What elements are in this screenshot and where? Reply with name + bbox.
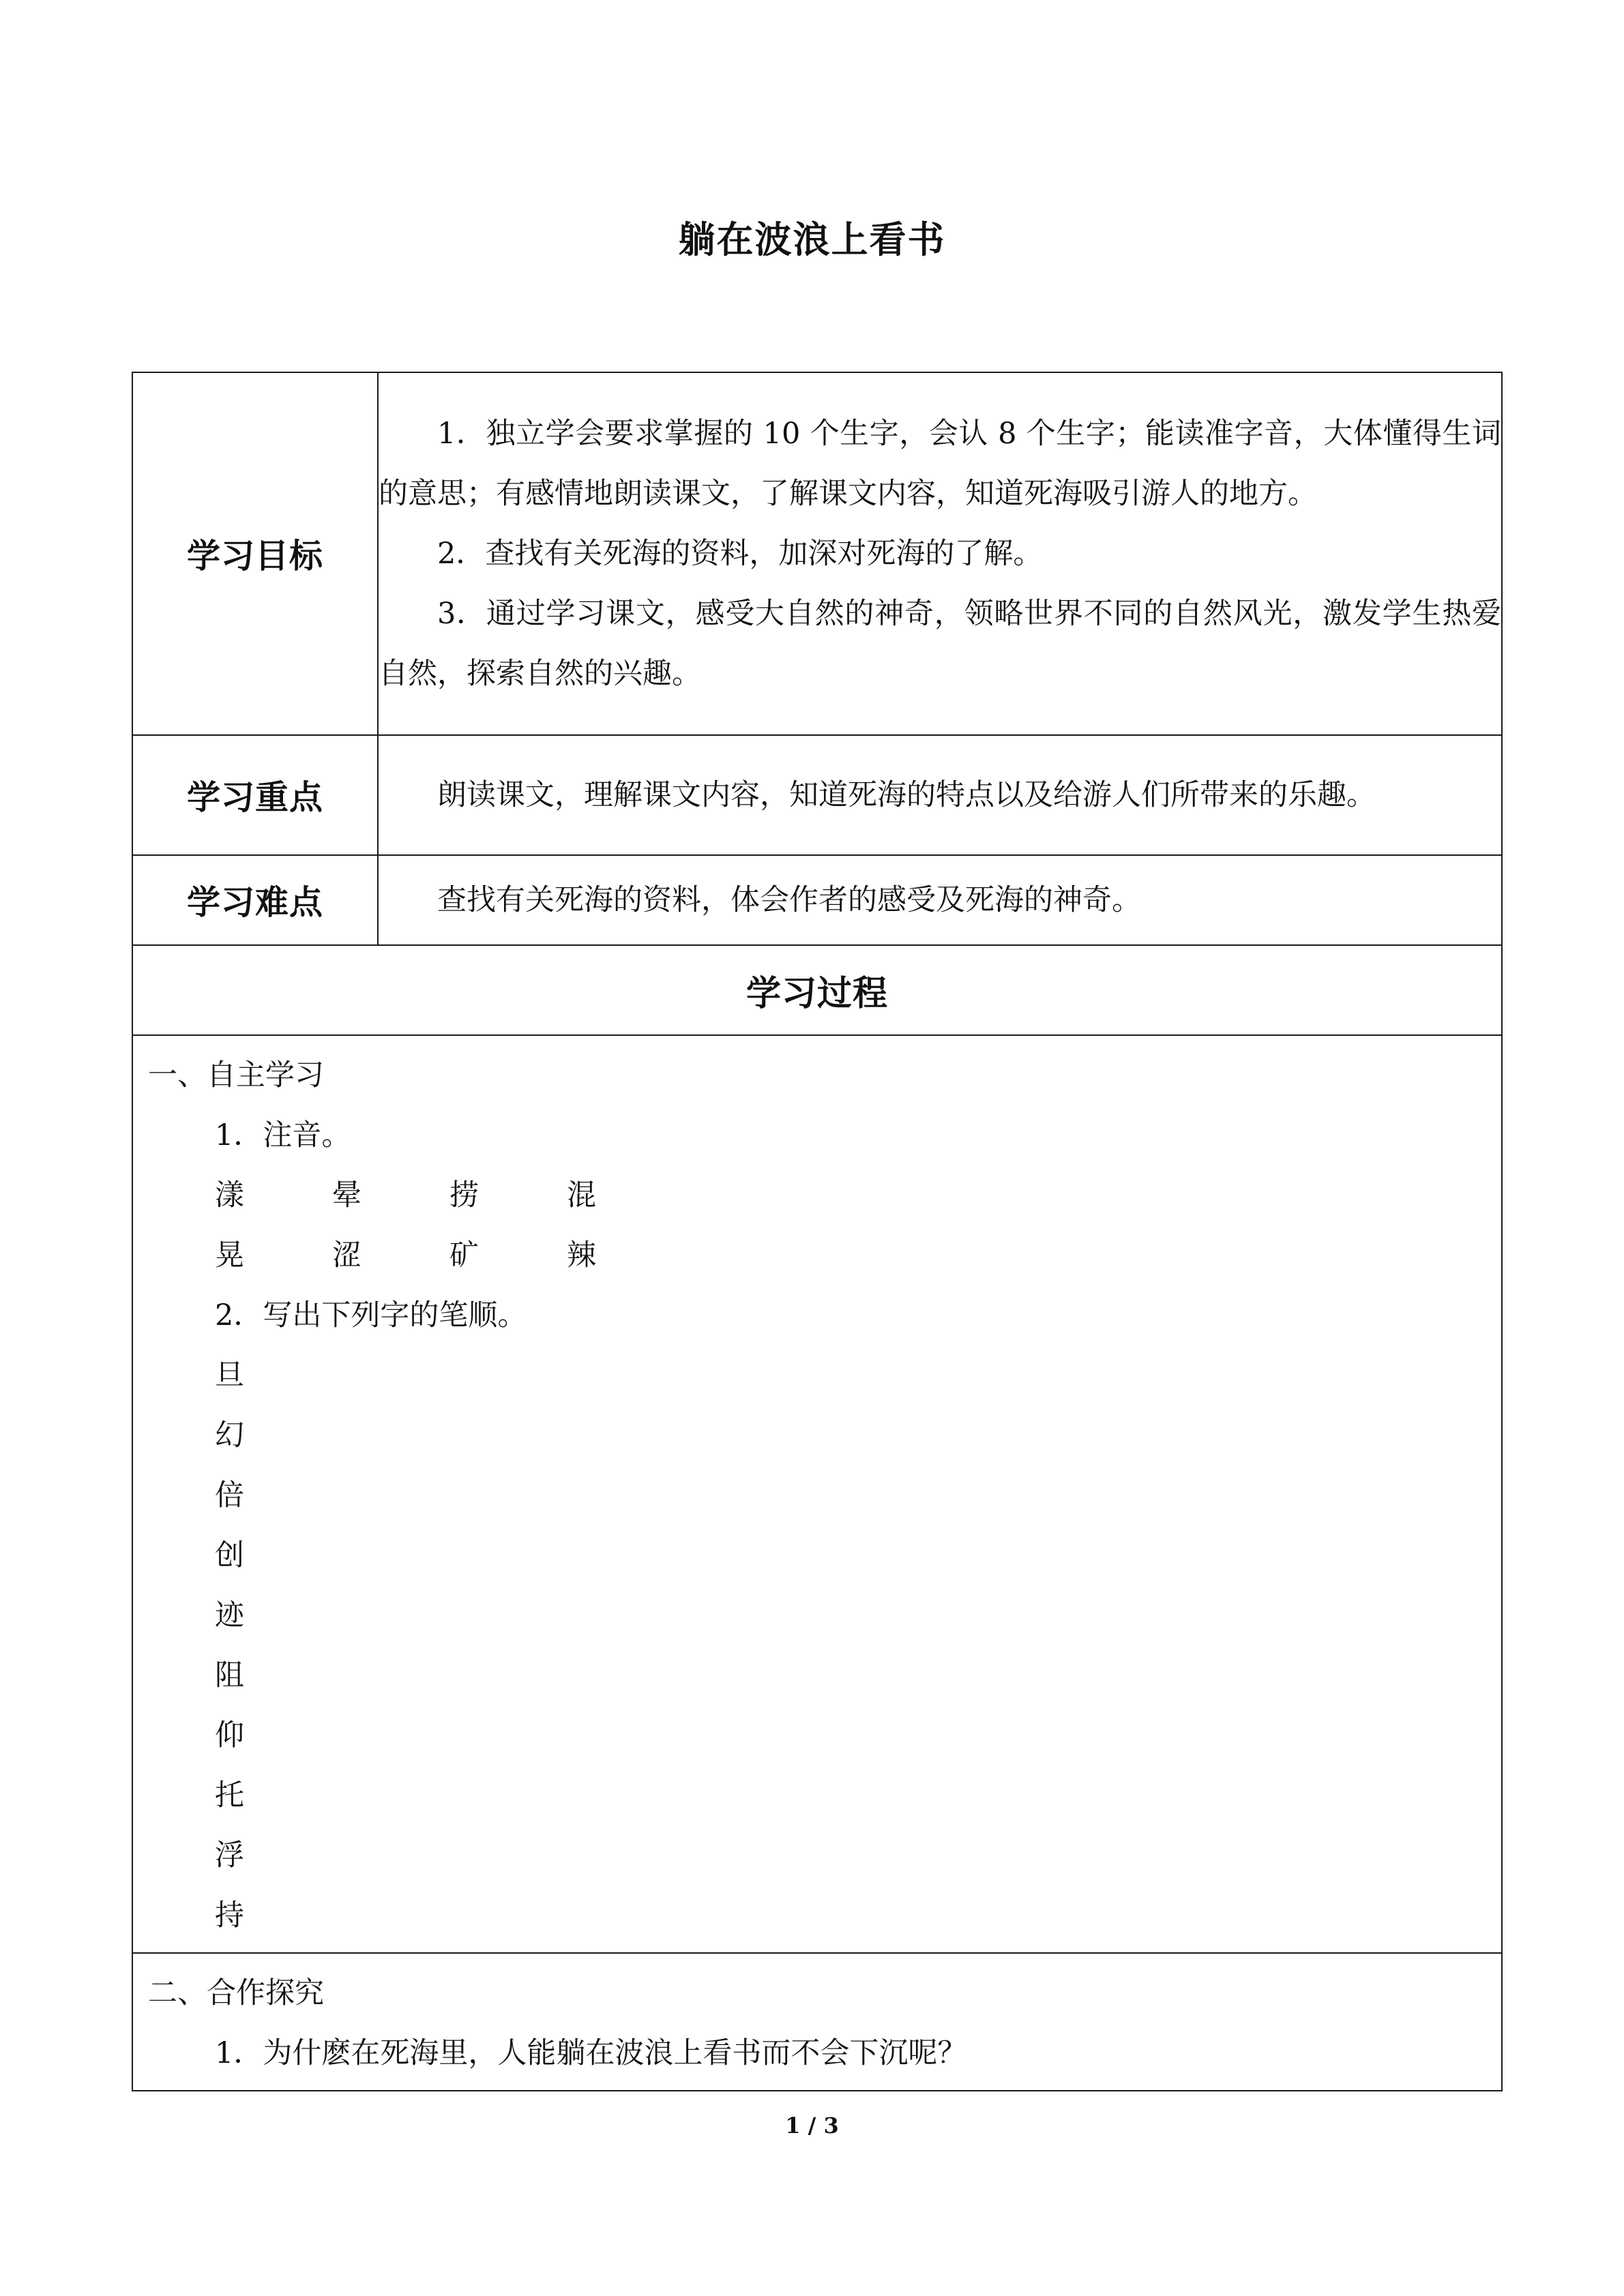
focus-text: 朗读课文，理解课文内容，知道死海的特点以及给游人们所带来的乐趣。 <box>437 778 1376 812</box>
pinyin-chars-row-2 <box>148 1225 1486 1285</box>
stroke-order-question: 2．写出下列字的笔顺。 <box>215 1298 527 1332</box>
difficulty-text: 查找有关死海的资料，体会作者的感受及死海的神奇。 <box>437 883 1141 917</box>
goal-item: 2．查找有关死海的资料，加深对死海的了解。 <box>437 537 1043 571</box>
page-number: 1 / 3 <box>785 2113 839 2138</box>
pinyin-char: 漾 <box>215 1178 244 1212</box>
pinyin-char: 涩 <box>332 1238 361 1272</box>
pinyin-char: 矿 <box>449 1238 479 1272</box>
pinyin-char: 晃 <box>215 1238 244 1272</box>
pinyin-char: 混 <box>567 1178 596 1212</box>
pinyin-question: 1．注音。 <box>215 1118 351 1152</box>
cooperative-section <box>132 1953 1502 2091</box>
self-study-heading: 一、自主学习 <box>148 1058 324 1092</box>
pinyin-char: 捞 <box>449 1178 479 1212</box>
stroke-char: 迹 <box>215 1598 244 1632</box>
self-study-section <box>132 1035 1502 1953</box>
cooperative-heading: 二、合作探究 <box>148 1976 324 2010</box>
focus-label: 学习重点 <box>132 735 378 855</box>
stroke-char: 幻 <box>215 1418 244 1452</box>
stroke-char: 倍 <box>215 1478 244 1512</box>
focus-row <box>132 735 1502 855</box>
lesson-plan-table <box>132 372 1503 2091</box>
page-title: 躺在波浪上看书 <box>678 218 946 261</box>
pinyin-char: 晕 <box>332 1178 361 1212</box>
difficulty-label: 学习难点 <box>132 855 378 945</box>
difficulty-content <box>378 855 1502 945</box>
stroke-char: 持 <box>215 1898 244 1933</box>
process-heading-row <box>132 945 1502 1035</box>
stroke-char: 创 <box>215 1538 244 1572</box>
pinyin-chars-row-1 <box>148 1165 1486 1225</box>
self-study-row <box>132 1035 1502 1953</box>
goal-item: 3．通过学习课文，感受大自然的神奇，领略世界不同的自然风光，激发学生热爱自然，探索自然的兴趣。 <box>379 597 1501 691</box>
goals-row <box>132 372 1502 735</box>
process-heading: 学习过程 <box>132 945 1502 1035</box>
focus-content <box>378 735 1502 855</box>
stroke-char: 阻 <box>215 1658 244 1693</box>
stroke-char: 旦 <box>215 1358 244 1392</box>
stroke-char: 仰 <box>215 1718 244 1753</box>
goals-label: 学习目标 <box>132 372 378 735</box>
goals-content <box>378 372 1502 735</box>
cooperative-question: 1．为什麽在死海里，人能躺在波浪上看书而不会下沉呢？ <box>215 2036 967 2070</box>
goal-item: 1．独立学会要求掌握的 10 个生字，会认 8 个生字；能读准字音，大体懂得生词的意思；有感情地朗读课文，了解课文内容，知道死海吸引游人的地方。 <box>379 417 1501 511</box>
cooperative-row <box>132 1953 1502 2091</box>
stroke-char: 浮 <box>215 1838 244 1873</box>
difficulty-row <box>132 855 1502 945</box>
pinyin-char: 辣 <box>567 1238 596 1272</box>
stroke-char: 托 <box>215 1778 244 1813</box>
